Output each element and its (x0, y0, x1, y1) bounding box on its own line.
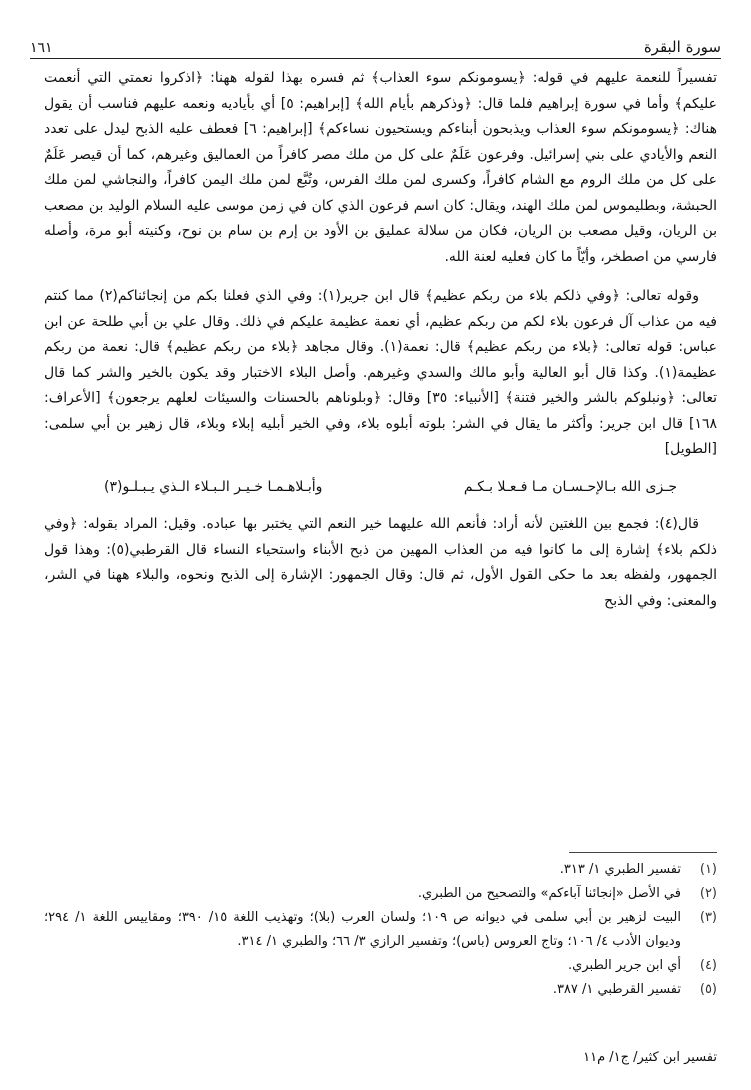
footnote (44, 906, 717, 954)
footnote-text: تفسير القرطبي ١/ ٣٨٧. (552, 982, 681, 997)
paragraph-1: تفسيراً للنعمة عليهم في قوله: ﴿يسومونكم سوء العذاب﴾ ثم فسره بهذا لقوله ههنا: ﴿اذكروا نعمتي التي أنعمت عليكم﴾ وأما في سورة إبراهيم فلما قال: ﴿وذكرهم بأيام الله﴾ [إبراهيم: ٥] أي بأياديه ونعمه عليهم فناسب أن يقول هناك: ﴿يسومونكم سوء العذاب ويذبحون أبناءكم ويستحيون نساءكم﴾ [إبراهيم: ٦] فعطف عليه الذبح ليدل على تعدد النعم والأيادي على بني إسرائيل. وفرعون عَلَمٌ على كل من ملك مصر كافراً من العماليق وغيرهم، كما أن قيصر عَلَمٌ على كل من ملك الروم مع الشام كافراً، وكسرى لمن ملك الفرس، وتُبَّع لمن ملك اليمن كافراً، والنجاشي لمن ملك الحبشة، وبطليموس لمن ملك الهند، ويقال: كان اسم فرعون الذي كان في زمن موسى عليه السلام الوليد بن مصعب بن الريان، وقيل مصعب بن الريان، فكان من سلالة عمليق بن الأود بن إرم بن سام بن نوح، وكنيته أبو مرة، وأصله فارسي من اصطخر، وأيّاً ما كان فعليه لعنة الله. (44, 70, 717, 265)
surah-title: سورة البقرة (643, 38, 721, 56)
verse-second-hemistich: وأبـلاهـمـا خـيـر الـبـلاء الـذي يـبـلـو(٣) (104, 478, 323, 495)
footnote-text: أي ابن جرير الطبري. (568, 958, 681, 973)
footnote (44, 954, 717, 978)
footnote (44, 882, 717, 906)
footnote-number: (٥) (699, 982, 717, 997)
footnotes (44, 858, 717, 1002)
footnote-text: في الأصل «إنجائنا آباءكم» والتصحيح من الطبري. (417, 886, 681, 901)
footnote-text: البيت لزهير بن أبي سلمى في ديوانه ص ١٠٩؛ ولسان العرب (بلا)؛ وتهذيب اللغة ١٥/ ٣٩٠؛ ومقاييس اللغة ١/ ٢٩٤؛ وديوان الأدب ٤/ ١٠٦؛ وتاج العروس (باس)؛ وتفسير الرازي ٣/ ٦٦؛ والطبري ١/ ٣١٤. (44, 910, 682, 949)
footnote-number: (٣) (699, 910, 717, 925)
main-text (44, 66, 717, 614)
footnote-number: (٤) (699, 958, 717, 973)
footnote (44, 978, 717, 1002)
paragraph-2: وقوله تعالى: ﴿وفي ذلكم بلاء من ربكم عظيم﴾ قال ابن جرير(١): وفي الذي فعلنا بكم من إنجائناكم(٢) مما كنتم فيه من عذاب آل فرعون بلاء لكم من ربكم عظيم، أي نعمة عظيمة عليكم في ذلك. وقال علي بن أبي طلحة عن ابن عباس: قوله تعالى: ﴿بلاء من ربكم عظيم﴾ قال: نعمة(١). وقال مجاهد ﴿بلاء من ربكم عظيم﴾ قال: نعمة من ربكم عظيمة(١). وكذا قال أبو العالية وأبو مالك والسدي وغيرهم. وأصل البلاء الاختبار وقد يكون بالخير والشر كما قال تعالى: ﴿ونبلوكم بالشر والخير فتنة﴾ [الأنبياء: ٣٥] وقال: ﴿وبلوناهم بالحسنات والسيئات لعلهم يرجعون﴾ [الأعراف: ١٦٨] قال ابن جرير: وأكثر ما يقال في الشر: بلوته أبلوه بلاء، وفي الخير أبليه إبلاء وبلاء، قال زهير بن أبي سلمى: [الطويل] (44, 288, 718, 457)
footnote-number: (١) (699, 862, 717, 877)
page-header (30, 30, 721, 59)
verse-first-hemistich: جـزى الله بـالإحـسـان مـا فـعـلا بـكـم (463, 478, 677, 495)
footnote-number: (٢) (699, 886, 717, 901)
footnote (44, 858, 717, 882)
paragraph-3: قال(٤): فجمع بين اللغتين لأنه أراد: فأنعم الله عليهما خير النعم التي يختبر بها عباده. وقيل: المراد بقوله: ﴿وفي ذلكم بلاء﴾ إشارة إلى ما كانوا فيه من العذاب المهين من ذبح الأبناء واستحياء النساء قال القرطبي(٥): وهذا قول الجمهور، ولفظه بعد ما حكى القول الأول، ثم قال: وقال الجمهور: الإشارة إلى الذبح ونحوه، والبلاء ههنا في الشر، والمعنى: وفي الذبح (44, 516, 717, 609)
page-number: ١٦١ (30, 40, 53, 56)
page-signature: تفسير ابن كثير/ ج١/ م١١ (583, 1050, 717, 1065)
poetry-verse (104, 475, 677, 501)
footnote-divider (569, 852, 717, 853)
footnote-text: تفسير الطبري ١/ ٣١٣. (559, 862, 681, 877)
